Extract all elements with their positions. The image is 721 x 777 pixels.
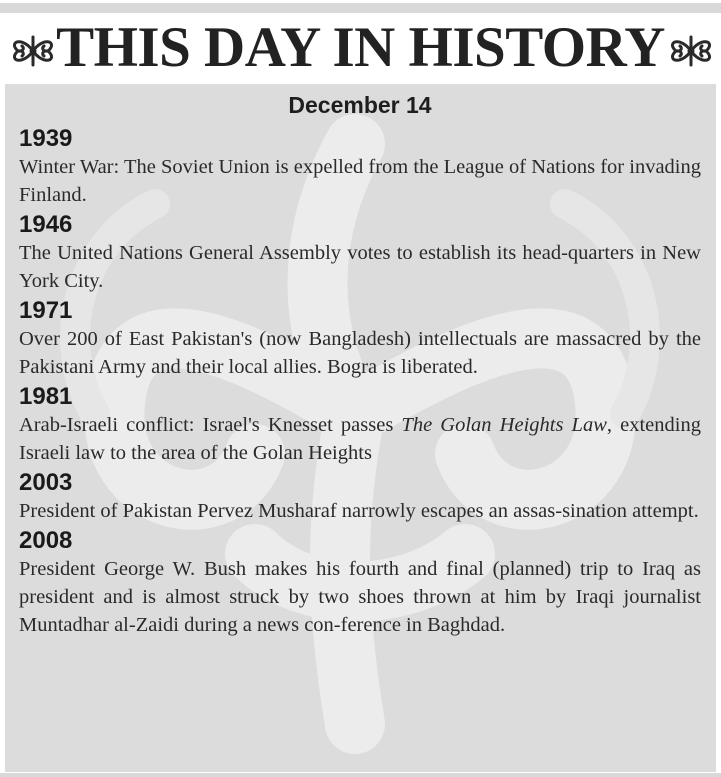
event-item xyxy=(19,125,701,209)
top-rule xyxy=(0,3,721,13)
header xyxy=(0,14,721,82)
event-text xyxy=(19,411,701,467)
event-item xyxy=(19,469,701,525)
event-year: 1971 xyxy=(19,297,73,324)
event-text: Over 200 of East Pakistan's (now Bangladesh) intellectuals are massacred by the Pakistani Army and their local allies. Bogra is liberated. xyxy=(19,328,701,378)
events-list xyxy=(19,84,701,639)
event-text: The United Nations General Assembly votes to establish its head-quarters in New York City. xyxy=(19,242,701,292)
page-title: THIS DAY IN HISTORY xyxy=(56,16,665,79)
event-item xyxy=(19,527,701,639)
law-title: The Golan Heights Law xyxy=(401,414,607,436)
event-text-part: Arab-Israeli conflict: Israel's Knesset passes xyxy=(19,414,402,436)
fleuron-ornament-icon xyxy=(666,31,716,71)
event-item xyxy=(19,297,701,381)
event-year: 1981 xyxy=(19,383,73,410)
bottom-rule xyxy=(0,773,721,777)
date-heading: December 14 xyxy=(288,92,432,118)
event-item xyxy=(19,383,701,467)
event-text: President George W. Bush makes his fourth and final (planned) trip to Iraq as president and is almost struck by two shoes thrown at him by Iraqi journalist Muntadhar al-Zaidi during a news con-ference in Baghdad. xyxy=(19,558,701,636)
event-item xyxy=(19,211,701,295)
event-year: 1939 xyxy=(19,125,73,152)
event-text: President of Pakistan Pervez Musharaf narrowly escapes an assas-sination attempt. xyxy=(19,500,699,522)
event-year: 1946 xyxy=(19,211,73,238)
content-panel xyxy=(5,84,716,772)
event-year: 2008 xyxy=(19,527,73,554)
event-year: 2003 xyxy=(19,469,73,496)
event-text: Winter War: The Soviet Union is expelled from the League of Nations for invading Finland. xyxy=(19,156,701,206)
event-text-part: , extending Israeli law to the area of the Golan Heights xyxy=(19,414,701,464)
